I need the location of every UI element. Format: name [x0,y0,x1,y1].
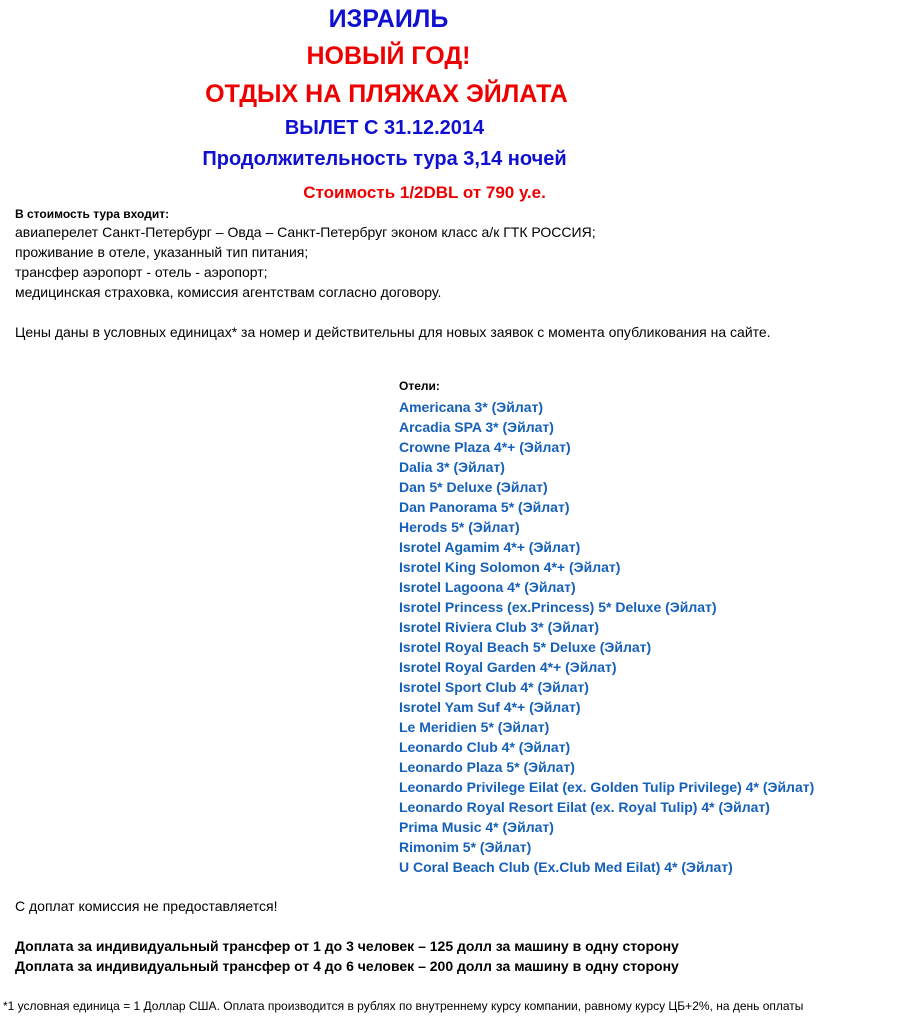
transfer-note-4-6: Доплата за индивидуальный трансфер от 4 до 6 человек – 200 долл за машину в одну сторону [15,958,679,974]
hotel-item [399,837,814,857]
header-occasion: НОВЫЙ ГОД! [306,42,471,70]
included-item-insurance: медицинская страховка, комиссия агентствам согласно договору. [15,284,442,300]
hotel-item [399,817,814,837]
hotel-link-leonardo-privilege[interactable]: Leonardo Privilege Eilat (ex. Golden Tulip Privilege) 4* (Эйлат) [399,779,815,795]
header-subtitle: ОТДЫХ НА ПЛЯЖАХ ЭЙЛАТА [205,80,568,108]
hotel-link-isrotel-riviera-club[interactable]: Isrotel Riviera Club 3* (Эйлат) [399,619,600,635]
header-country: ИЗРАИЛЬ [328,5,449,33]
hotel-item [399,717,814,737]
hotel-item [399,657,814,677]
hotel-link-prima-music[interactable]: Prima Music 4* (Эйлат) [399,819,554,835]
hotel-item [399,797,814,817]
hotel-item [399,777,814,797]
hotel-link-arcadia-spa[interactable]: Arcadia SPA 3* (Эйлат) [399,419,554,435]
hotel-item [399,577,814,597]
hotels-section [399,377,814,877]
hotel-link-crowne-plaza[interactable]: Crowne Plaza 4*+ (Эйлат) [399,439,571,455]
included-item-flight: авиаперелет Санкт-Петербург – Овда – Санкт-Петербруг эконом класс а/к ГТК РОССИЯ; [15,224,596,240]
included-title: В стоимость тура входит: [15,207,170,221]
hotel-item [399,697,814,717]
currency-footnote: *1 условная единица = 1 Доллар США. Оплата производится в рублях по внутреннему курсу компании, равному курсу ЦБ+2%, на день оплаты [3,999,804,1013]
hotel-item [399,477,814,497]
hotel-link-isrotel-agamim[interactable]: Isrotel Agamim 4*+ (Эйлат) [399,539,581,555]
hotel-link-dan-deluxe[interactable]: Dan 5* Deluxe (Эйлат) [399,479,548,495]
hotel-link-isrotel-sport-club[interactable]: Isrotel Sport Club 4* (Эйлат) [399,679,589,695]
header-price: Стоимость 1/2DBL от 790 у.е. [303,183,546,202]
hotel-link-leonardo-royal-resort[interactable]: Leonardo Royal Resort Eilat (ex. Royal Tulip) 4* (Эйлат) [399,799,770,815]
hotel-link-dalia[interactable]: Dalia 3* (Эйлат) [399,459,505,475]
hotel-item [399,557,814,577]
hotel-link-u-coral-beach-club[interactable]: U Coral Beach Club (Ex.Club Med Eilat) 4* (Эйлат) [399,859,733,875]
hotels-list [399,397,814,877]
included-item-transfer: трансфер аэропорт - отель - аэропорт; [15,264,268,280]
hotel-item [399,517,814,537]
hotel-link-isrotel-king-solomon[interactable]: Isrotel King Solomon 4*+ (Эйлат) [399,559,621,575]
hotels-title: Отели: [399,379,440,393]
hotel-item [399,737,814,757]
hotel-link-isrotel-royal-beach[interactable]: Isrotel Royal Beach 5* Deluxe (Эйлат) [399,639,652,655]
price-note: Цены даны в условных единицах* за номер и действительны для новых заявок с момента опубликования на сайте. [15,324,771,340]
hotel-link-isrotel-lagoona[interactable]: Isrotel Lagoona 4* (Эйлат) [399,579,576,595]
hotel-link-leonardo-plaza[interactable]: Leonardo Plaza 5* (Эйлат) [399,759,575,775]
hotel-link-herods[interactable]: Herods 5* (Эйлат) [399,519,520,535]
hotel-link-le-meridien[interactable]: Le Meridien 5* (Эйлат) [399,719,550,735]
transfer-note-1-3: Доплата за индивидуальный трансфер от 1 до 3 человек – 125 долл за машину в одну сторону [15,938,679,954]
header-departure: ВЫЛЕТ С 31.12.2014 [284,117,485,139]
hotel-item [399,617,814,637]
hotel-item [399,417,814,437]
hotel-item [399,637,814,657]
hotel-link-rimonim[interactable]: Rimonim 5* (Эйлат) [399,839,532,855]
included-item-accommodation: проживание в отеле, указанный тип питания; [15,244,309,260]
hotel-link-leonardo-club[interactable]: Leonardo Club 4* (Эйлат) [399,739,571,755]
hotel-item [399,857,814,877]
hotel-item [399,597,814,617]
hotel-link-dan-panorama[interactable]: Dan Panorama 5* (Эйлат) [399,499,570,515]
included-list [15,222,596,302]
hotel-link-isrotel-yam-suf[interactable]: Isrotel Yam Suf 4*+ (Эйлат) [399,699,581,715]
hotel-link-americana[interactable]: Americana 3* (Эйлат) [399,399,544,415]
hotel-link-isrotel-royal-garden[interactable]: Isrotel Royal Garden 4*+ (Эйлат) [399,659,617,675]
hotel-item [399,497,814,517]
hotel-item [399,437,814,457]
hotel-link-isrotel-princess[interactable]: Isrotel Princess (ex.Princess) 5* Deluxe (Эйлат) [399,599,717,615]
hotel-item [399,757,814,777]
hotel-item [399,457,814,477]
hotel-item [399,537,814,557]
commission-note: С доплат комиссия не предоставляется! [15,898,278,914]
hotel-item [399,397,814,417]
hotel-item [399,677,814,697]
header-duration: Продолжительность тура 3,14 ночей [202,148,567,170]
